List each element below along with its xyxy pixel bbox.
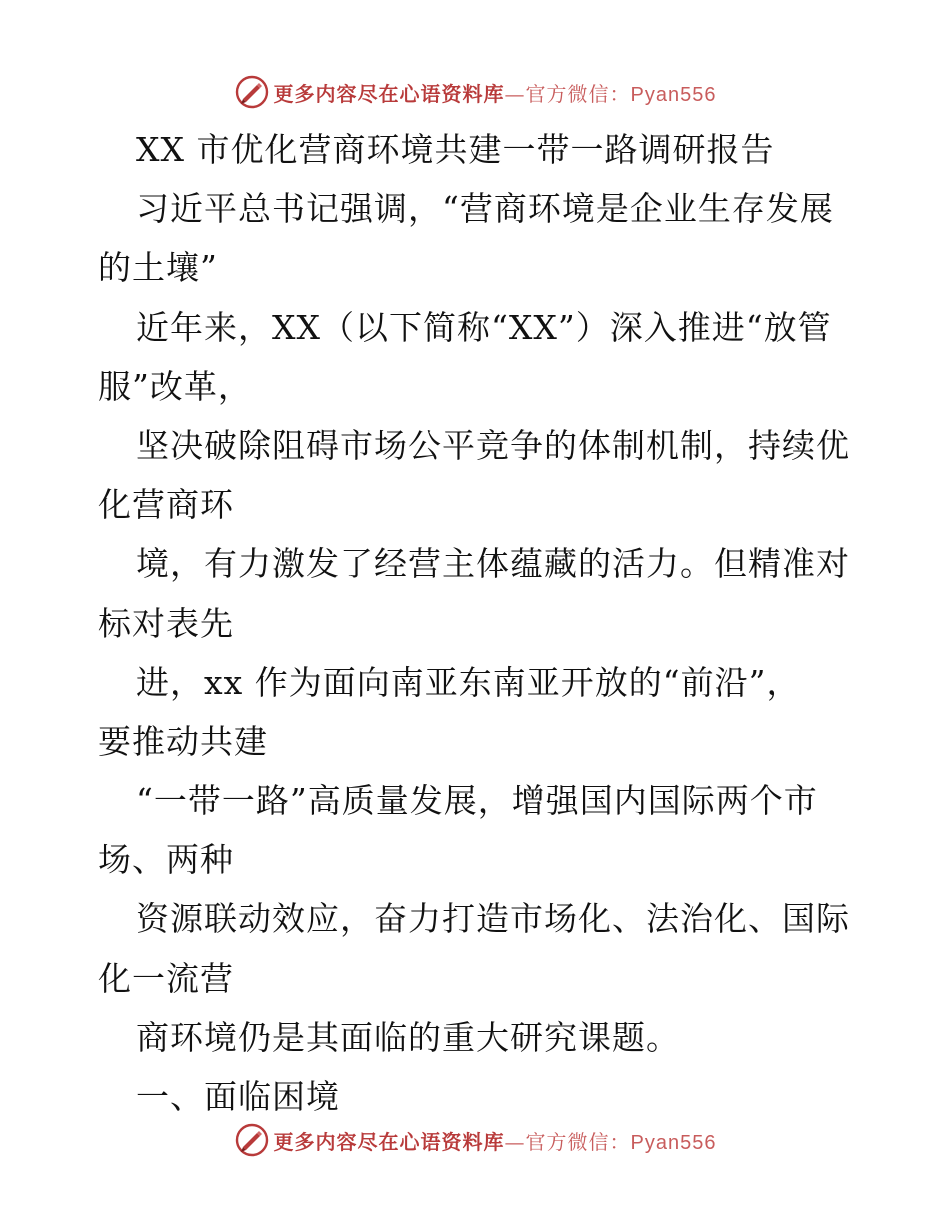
text-line: 商环境仍是其面临的重大研究课题。 [136,1017,680,1057]
text-line: 坚决破除阻碍市场公平竞争的体制机制，持续优 [136,425,850,465]
text-line: 场、两种 [98,840,234,880]
text-line: 的土壤” [98,248,218,288]
document-body [98,120,858,1126]
banner-wechat-label: 官方微信： [525,81,631,106]
text-line: 一、面临困境 [136,1077,340,1116]
banner-wechat-id: Pyan556 [630,83,717,106]
text-line: 境，有力激发了经营主体蕴藏的活力。但精准对 [136,544,850,584]
text-line: “一带一路”高质量发展，增强国内国际两个市 [136,781,818,821]
banner-text [274,1126,717,1155]
pen-logo-icon [234,74,270,110]
text-line: 标对表先 [98,603,234,643]
banner-main-text: 更多内容尽在心语资料库 [273,81,505,106]
banner-dash: — [504,1129,526,1154]
header-banner [0,70,950,114]
footer-banner [0,1118,950,1162]
text-line: 近年来，XX（以下简称“XX”）深入推进“放管 [136,307,832,347]
text-line: 要推动共建 [98,721,268,761]
text-line: 习近平总书记强调，“营商环境是企业生存发展 [136,189,834,229]
banner-dash: — [504,81,526,106]
document-title: XX 市优化营商环境共建一带一路调研报告 [136,130,775,169]
text-line: 进，xx 作为面向南亚东南亚开放的“前沿”， [136,662,801,702]
text-line: 化一流营 [98,958,234,998]
text-line: 服”改革， [98,366,252,406]
text-line: 化营商环 [98,485,234,525]
banner-wechat-id: Pyan556 [630,1131,717,1154]
banner-text [274,78,717,107]
pen-logo-icon [234,1122,270,1158]
banner-main-text: 更多内容尽在心语资料库 [273,1129,505,1154]
text-line: 资源联动效应，奋力打造市场化、法治化、国际 [136,899,850,939]
banner-wechat-label: 官方微信： [525,1129,631,1154]
